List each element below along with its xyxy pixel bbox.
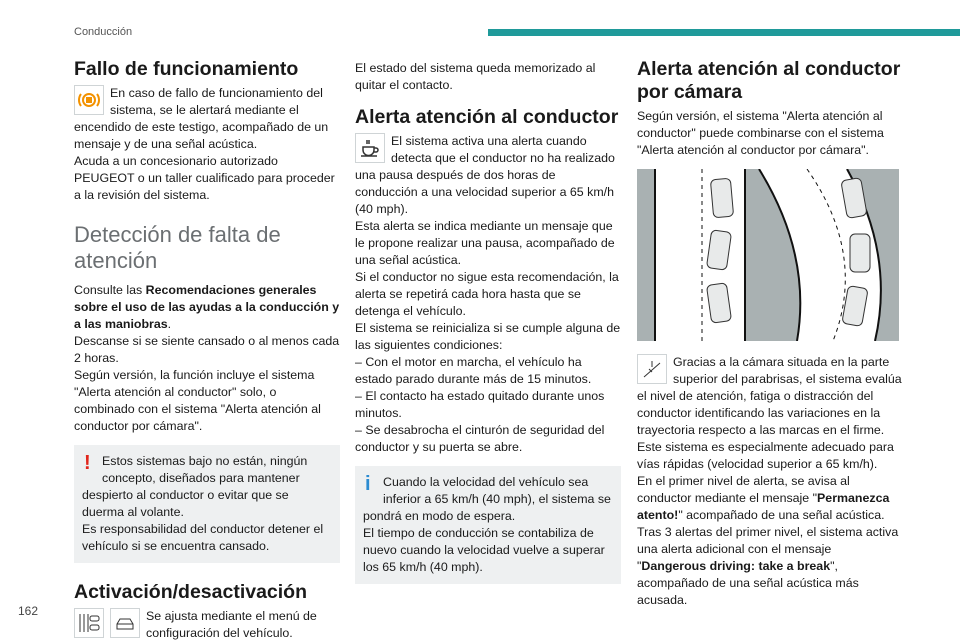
column-3 [637,58,903,609]
settings-sliders-icon [74,608,104,638]
alert-text-3: Si el conductor no sigue esta recomendación, la alerta se repetirá cada hora hasta que se detenga el vehículo. [355,270,619,318]
warning-text-2: Es responsabilidad del conductor detener el vehículo si se encuentra cansado. [82,522,324,553]
section-accent-bar [488,29,960,36]
column-2 [355,60,621,594]
warning-text: Estos sistemas bajo no están, ningún concepto, diseñados para mantener despierto al conductor o evitar que se duerma al volante. [82,454,308,519]
heading-camera-alert: Alerta atención al conductor por cámara [637,58,901,103]
heading-fault: Fallo de funcionamiento [74,58,299,80]
alert-text-2: Esta alerta se indica mediante un mensaje que le propone realizar una pausa, acompañado de una señal acústica. [355,219,615,267]
consult-text: Consulte las Recomendaciones generales sobre el uso de las ayudas a la conducción y a las maniobras. [74,283,340,331]
car-icon [110,608,140,638]
camera-text-2: Este sistema es especialmente adecuado para vías rápidas (velocidad superior a 65 km/h). [637,440,894,471]
fault-text: En caso de fallo de funcionamiento del sistema, se le alertará mediante el encendido de este testigo, acompañado de un mensaje y de una señal acústica. [74,86,329,151]
intro-text: Según versión, el sistema "Alerta atención al conductor" puede combinarse con el sistema "Alerta atención al conductor por cámara". [637,109,884,157]
heading-detection: Detección de falta de atención [74,222,281,273]
rest-text: Descanse si se siente cansado o al menos cada 2 horas. [74,334,340,365]
warning-lamp-icon [74,85,104,115]
section-title: Conducción [74,26,133,38]
camera-text-1: Gracias a la cámara situada en la parte superior del parabrisas, el sistema evalúa el nivel de atención, fatiga o distracción del conductor identificando las variaciones en la trayectoria respecto a las marcas en el firme. [637,355,902,437]
memo-text: El estado del sistema queda memorizado al quitar el contacto. [355,61,596,92]
additional-alert-text: Tras 3 alertas del primer nivel, el sistema activa una alerta adicional con el mensaje "Dangerous driving: take a break", acompañado de una señal acústica más acusada. [637,525,899,607]
activation-text: Se ajusta mediante el menú de configuración del vehículo. [146,609,317,640]
heading-activation: Activación/desactivación [74,581,308,603]
first-level-text: En el primer nivel de alerta, se avisa al conductor mediante el mensaje "Permanezca atento!" acompañado de una señal acústica. [637,474,890,522]
lane-drift-illustration [637,169,899,341]
rest-text-2: Según versión, la función incluye el sistema "Alerta atención al conductor" solo, o combinado con el sistema "Alerta atención al conductor por cámara". [74,368,321,433]
page-number: 162 [18,604,39,618]
fault-text-2: Acuda a un concesionario autorizado PEUGEOT o un taller cualificado para proceder a la revisión del sistema. [74,154,335,202]
condition-1: – Con el motor en marcha, el vehículo ha estado parado durante más de 15 minutos. [355,355,592,386]
info-text: Cuando la velocidad del vehículo sea inferior a 65 km/h (40 mph), el sistema se pondrá en modo de espera. [363,475,611,523]
info-icon: i [365,473,371,495]
condition-3: – Se desabrocha el cinturón de seguridad del conductor y su puerta se abre. [355,423,605,454]
alert-text-4: El sistema se reinicializa si se cumple alguna de las siguientes condiciones: [355,321,621,352]
coffee-cup-icon [355,133,385,163]
alert-text-1: El sistema activa una alerta cuando detecta que el conductor no ha realizado una pausa después de dos horas de conducción a una velocidad superior a 65 km/h (40 mph). [355,134,615,216]
info-box [355,466,621,584]
condition-2: – El contacto ha estado quitado durante unos minutos. [355,389,605,420]
warning-icon: ! [84,452,91,474]
camera-icon [637,354,667,384]
info-text-2: El tiempo de conducción se contabiliza de nuevo cuando la velocidad vuelve a superar los 65 km/h (40 mph). [363,526,605,574]
warning-box [74,445,340,563]
column-1 [74,58,340,642]
heading-driver-alert: Alerta atención al conductor [355,106,619,128]
